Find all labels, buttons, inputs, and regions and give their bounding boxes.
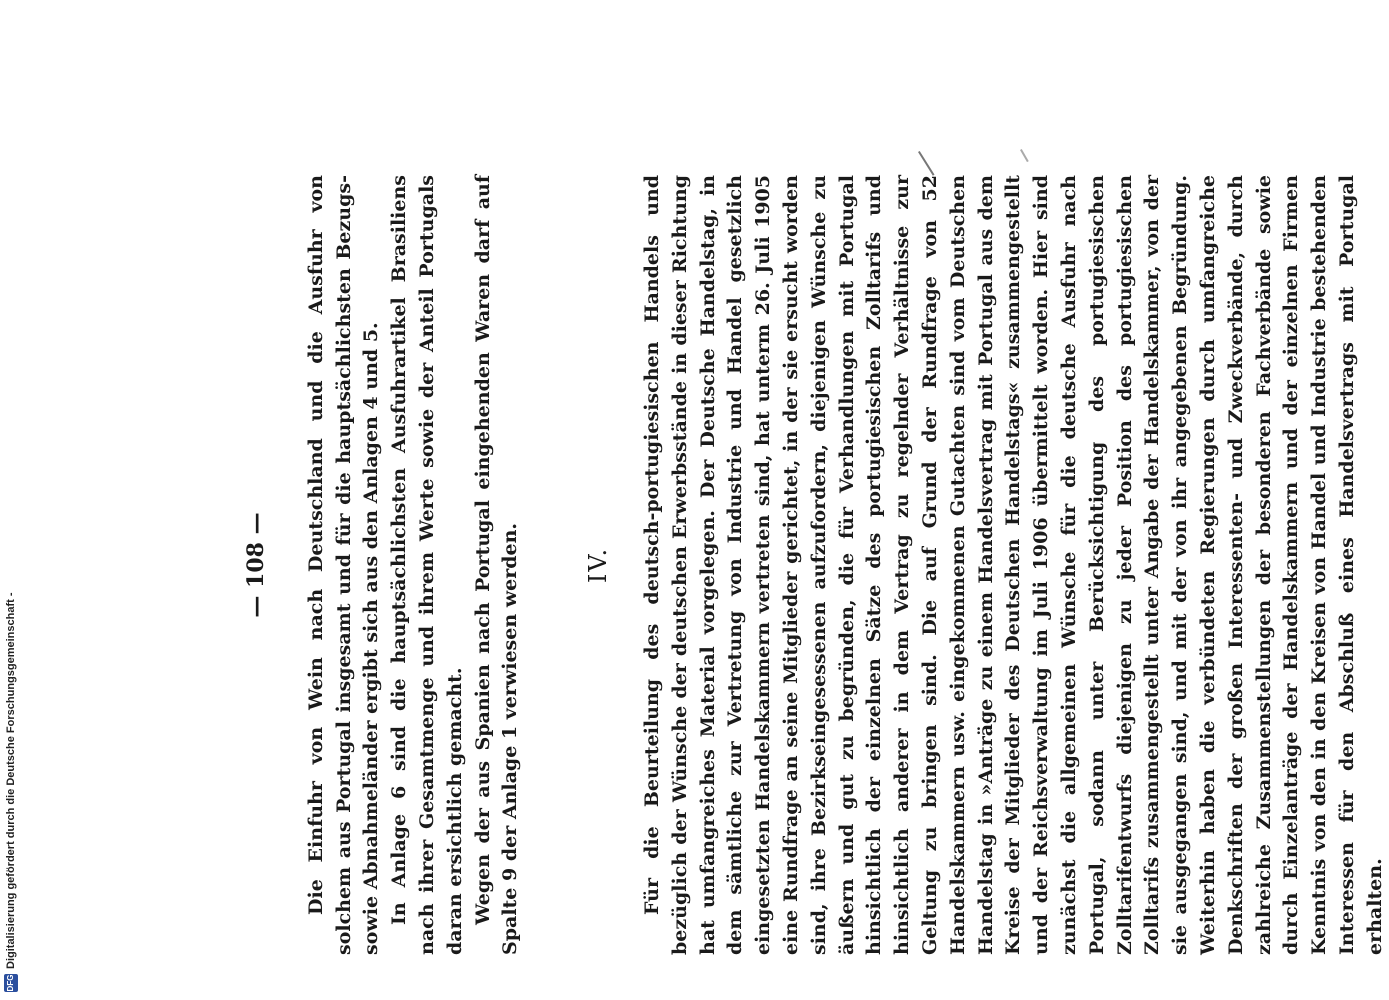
paragraph-wine: Die Einfuhr von Wein nach Deutschland und die Ausfuhr von solchem aus Portugal insgesamt und für die hauptsächlichsten Bezugs- sowie Abnahmeländer ergibt sich aus den Anlagen 4 und 5. [304,175,383,955]
credit-text: Digitalisierung gefördert durch die Deutsche Forschungsgemeinschaft - [5,592,17,969]
paragraph-spain: Wegen der aus Spanien nach Portugal eingehenden Waren darf auf Spalte 9 der Anlage 1 verwiesen werden. [471,175,522,955]
text-block [243,175,1386,955]
page-number: — 108 — [243,512,269,618]
paragraph-section-iv: Für die Beurteilung des deutsch-portugiesischen Handels und bezüglich der Wünsche der deutschen Erwerbsstände in dieser Richtung hat umfangreiches Material vorgelegen. Der Deutsche Handelstag, in dem sämtliche zur Vertretung von Industrie und Handel gesetzlich eingesetzten Handelskammern vertreten sind, hat unterm 26. Juli 1905 eine Rundfrage an seine Mitglieder gerichtet, in der sie ersucht worden sind, ihre Bezirkseingesessenen aufzufordern, diejenigen Wünsche zu äußern und gut zu begründen, die für Verhandlungen mit Portugal hinsichtlich der einzelnen Sätze des portugiesischen Zolltarifs und hinsichtlich anderer in dem Vertrag zu regelnder Verhältnisse zur Geltung zu bringen sind. Die auf Grund der Rundfrage von 52 Handelskammern usw. eingekommenen Gutachten sind vom Deutschen Handelstag in »Anträge zu einem Handelsvertrag mit Portugal aus dem Kreise der Mitglieder des Deutschen Handelstags« zusammengestellt und der Reichsverwaltung im Juli 1906 übermittelt worden. Hier sind zunächst die allgemeinen Wünsche für die deutsche Ausfuhr nach Portugal, sodann unter Berücksichtigung des portugiesischen Zolltarifentwurfs diejenigen zu jeder Position des portugiesischen Zolltarifs zusammengestellt unter Angabe der Handelskammer, von der sie ausgegangen sind, und mit der von ihr angegebenen Begründung. Weiterhin haben die verbündeten Regierungen durch umfangreiche Denkschriften der großen Interessenten- und Zweckverbände, durch zahlreiche Zusammenstellungen der besonderen Fachverbände sowie durch Einzelanträge der Handelskammern und der einzelnen Firmen Kenntnis von den in den Kreisen von Handel und Industrie bestehenden Interessen für den Abschluß eines Handelsvertrags mit Portugal erhalten. [640,175,1386,955]
digitization-credit [2,0,20,1000]
section-numeral: IV. [584,546,613,584]
paragraph-brazil: In Anlage 6 sind die hauptsächlichsten Ausfuhrartikel Brasiliens nach ihrer Gesamtmenge und ihrem Werte sowie der Anteil Portugals daran ersichtlich gemacht. [388,175,466,955]
dfg-logo-icon: DFG [4,974,18,992]
